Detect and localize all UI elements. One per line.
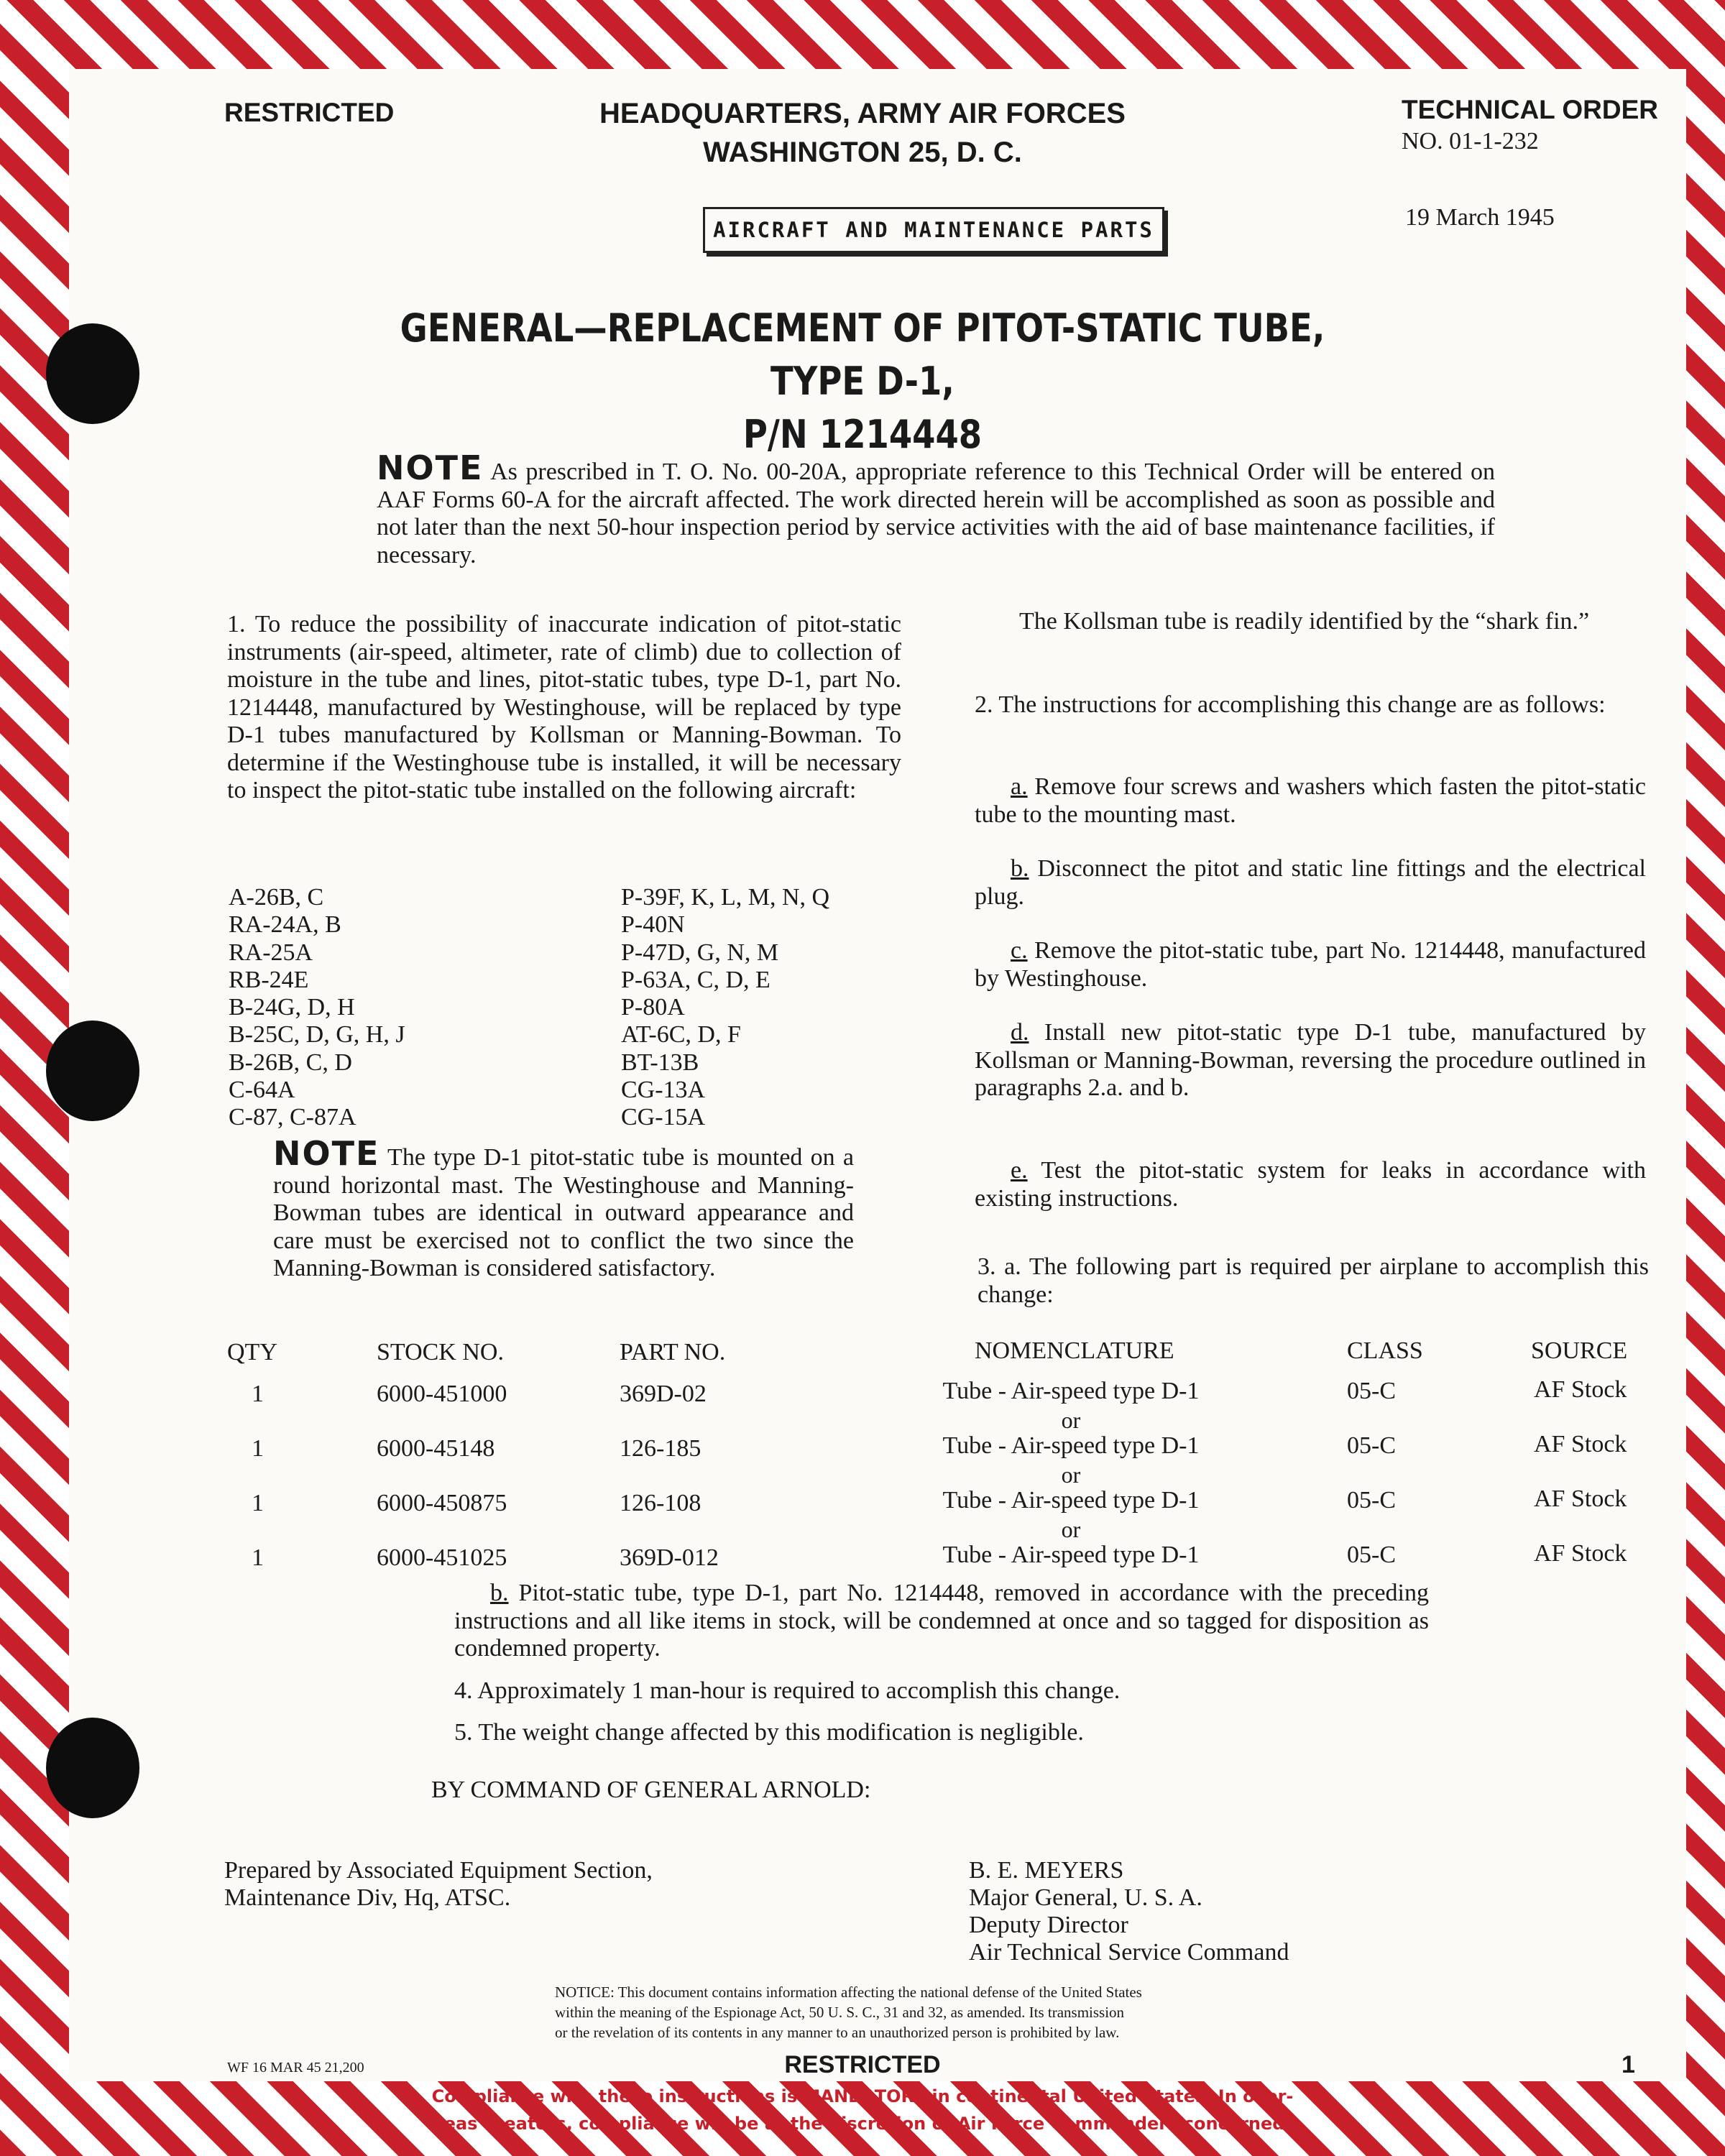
aircraft-item: P-80A (621, 994, 685, 1021)
step-b-label: b. (1011, 855, 1029, 882)
note-label: NOTE (273, 1134, 380, 1173)
step-e-text: Test the pitot-static system for leaks in accordance with existing instructions. (975, 1157, 1647, 1212)
cell-qty: 1 (252, 1381, 264, 1407)
binder-hole (46, 1021, 139, 1121)
category-box: AIRCRAFT AND MAINTENANCE PARTS (703, 207, 1164, 253)
cell-nomenclature: Tube - Air-speed type D-1 (942, 1432, 1200, 1459)
paragraph-3a (978, 1253, 1649, 1309)
step-a-text: Remove four screws and washers which fasten the pitot-static tube to the mounting mast. (975, 773, 1647, 828)
cell-stock: 6000-45148 (377, 1435, 495, 1462)
aircraft-list-left (229, 884, 588, 1132)
aircraft-item: CG-15A (621, 1104, 706, 1131)
paragraph-5: 5. The weight change affected by this modification is negligible. (454, 1719, 1084, 1746)
note-top-text: As prescribed in T. O. No. 00-20A, appropriate reference to this Technical Order will be entered on AAF Forms 60-A for the aircraft affected. The work directed herein will be accomplished as soon as possible and not later than the next 50-hour inspection period by service activities with the aid of base maintenance facilities, if necessary. (377, 459, 1496, 568)
org-line-1: HEADQUARTERS, ARMY AIR FORCES (599, 98, 1126, 129)
cell-qty: 1 (252, 1544, 264, 1571)
paragraph-3a-label: 3. a. (978, 1253, 1021, 1280)
cell-part: 369D-02 (620, 1381, 707, 1407)
or-separator: or (1061, 1407, 1081, 1433)
notice-line-2: within the meaning of the Espionage Act, 50 U. S. C., 31 and 32, as amended. Its transmission (555, 2004, 1125, 2021)
signer-org: Air Technical Service Command (969, 1939, 1289, 1966)
cell-part: 126-108 (620, 1490, 702, 1516)
aircraft-item: C-64A (229, 1077, 295, 1104)
notice-line-1: NOTICE: This document contains information affecting the national defense of the United States (555, 1984, 1142, 2001)
document-title (356, 302, 1369, 461)
step-c (975, 937, 1646, 992)
paragraph-4: 4. Approximately 1 man-hour is required to accomplish this change. (454, 1677, 1121, 1704)
paragraph-3b (454, 1580, 1429, 1663)
cell-source: AF Stock (1534, 1540, 1627, 1567)
aircraft-item: P-63A, C, D, E (621, 966, 770, 993)
classification-bottom: RESTRICTED (784, 2051, 941, 2078)
note-mid-text: The type D-1 pitot-static tube is mounted on a round horizontal mast. The Westinghouse and Manning-Bowman tubes are identical in outward appearance and care must be exercised not to conflict the two since the Manning-Bowman is considered satisfactory. (273, 1144, 854, 1281)
signer-rank: Major General, U. S. A. (969, 1884, 1202, 1911)
issue-date: 19 March 1945 (1405, 204, 1555, 231)
aircraft-list-right (621, 884, 923, 1132)
aircraft-item: A-26B, C (229, 884, 324, 911)
command-line: BY COMMAND OF GENERAL ARNOLD: (431, 1777, 871, 1803)
step-a-label: a. (1011, 773, 1028, 800)
binder-hole (46, 323, 139, 424)
aircraft-item: P-47D, G, N, M (621, 939, 779, 966)
aircraft-item: RB-24E (229, 966, 309, 993)
step-c-text: Remove the pitot-static tube, part No. 1214448, manufactured by Westinghouse. (975, 937, 1647, 992)
paragraph-1: 1. To reduce the possibility of inaccurate indication of pitot-static instruments (air-speed, altimeter, rate of climb) due to collection of moisture in the tube and lines, pitot-static tubes, type D-1, part No. 1214448, manufactured by Westinghouse, will be replaced by type D-1 tubes manufactured by Kollsman or Manning-Bowman. To determine if the Westinghouse tube is installed, it will be necessary to inspect the pitot-static tube installed on the following aircraft: (227, 611, 901, 803)
org-line-2: WASHINGTON 25, D. C. (703, 137, 1022, 168)
col-header-part: PART NO. (620, 1339, 726, 1365)
aircraft-item: P-39F, K, L, M, N, Q (621, 884, 830, 911)
compliance-line-1: Compliance with these instructions is MANDATORY in continental United States. In over- (431, 2086, 1294, 2106)
aircraft-item: CG-13A (621, 1077, 706, 1104)
cell-nomenclature: Tube - Air-speed type D-1 (942, 1487, 1200, 1514)
step-b-text: Disconnect the pitot and static line fittings and the electrical plug. (975, 855, 1647, 910)
aircraft-item: AT-6C, D, F (621, 1021, 741, 1049)
aircraft-item: P-40N (621, 911, 685, 939)
cell-stock: 6000-451000 (377, 1381, 507, 1407)
signer-name: B. E. MEYERS (969, 1857, 1124, 1884)
cell-nomenclature: Tube - Air-speed type D-1 (942, 1542, 1200, 1568)
step-c-label: c. (1011, 937, 1028, 964)
col-header-nomenclature: NOMENCLATURE (975, 1337, 1174, 1364)
step-e-label: e. (1011, 1157, 1028, 1184)
or-separator: or (1061, 1516, 1081, 1542)
aircraft-item: C-87, C-87A (229, 1104, 356, 1131)
signature-block (969, 1857, 1289, 1966)
cell-class: 05-C (1347, 1378, 1396, 1404)
note-label: NOTE (377, 448, 484, 487)
col-header-qty: QTY (227, 1339, 277, 1365)
cell-part: 126-185 (620, 1435, 702, 1462)
step-d-text: Install new pitot-static type D-1 tube, manufactured by Kollsman or Manning-Bowman, reversing the procedure outlined in paragraphs 2.a. and b. (975, 1019, 1646, 1101)
aircraft-item: BT-13B (621, 1049, 699, 1076)
paragraph-3a-text: The following part is required per airplane to accomplish this change: (978, 1253, 1650, 1308)
page-number: 1 (1622, 2051, 1635, 2078)
cell-stock: 6000-450875 (377, 1490, 507, 1516)
title-line-2: P/N 1214448 (742, 412, 983, 457)
note-mid (273, 1134, 854, 1283)
kollsman-note: The Kollsman tube is readily identified by the “shark fin.” (1019, 608, 1590, 635)
prepared-by-line-2: Maintenance Div, Hq, ATSC. (224, 1884, 511, 1911)
paragraph-3b-label: b. (490, 1580, 509, 1606)
step-e (975, 1157, 1646, 1212)
order-number: NO. 01-1-232 (1402, 128, 1539, 155)
print-code: WF 16 MAR 45 21,200 (227, 2060, 364, 2076)
col-header-class: CLASS (1347, 1337, 1423, 1364)
aircraft-item: RA-24A, B (229, 911, 341, 939)
signer-title: Deputy Director (969, 1912, 1128, 1938)
espionage-notice (555, 1982, 1360, 2042)
cell-class: 05-C (1347, 1542, 1396, 1568)
aircraft-item: B-26B, C, D (229, 1049, 352, 1076)
notice-line-3: or the revelation of its contents in any manner to an unauthorized person is prohibited by law. (555, 2024, 1120, 2041)
classification-top: RESTRICTED (224, 98, 395, 127)
order-type: TECHNICAL ORDER (1402, 95, 1658, 124)
col-header-stock: STOCK NO. (377, 1339, 504, 1365)
cell-class: 05-C (1347, 1487, 1396, 1514)
step-a (975, 773, 1646, 829)
step-d (975, 1019, 1646, 1102)
compliance-line-2: seas theaters, compliance will be at the discretion of Air Force Commanders concerned. (433, 2114, 1292, 2134)
prepared-by (224, 1857, 653, 1912)
step-b (975, 855, 1646, 911)
aircraft-item: B-25C, D, G, H, J (229, 1021, 405, 1049)
step-d-label: d. (1011, 1019, 1029, 1046)
aircraft-item: RA-25A (229, 939, 313, 966)
cell-part: 369D-012 (620, 1544, 719, 1571)
title-line-1: GENERAL—REPLACEMENT OF PITOT-STATIC TUBE, TYPE D-1, (400, 305, 1325, 404)
cell-source: AF Stock (1534, 1376, 1627, 1403)
paragraph-2-intro: 2. The instructions for accomplishing this change are as follows: (975, 691, 1606, 718)
cell-qty: 1 (252, 1490, 264, 1516)
cell-source: AF Stock (1534, 1485, 1627, 1512)
prepared-by-line-1: Prepared by Associated Equipment Section, (224, 1857, 653, 1884)
aircraft-item: B-24G, D, H (229, 994, 355, 1021)
paragraph-3b-text: Pitot-static tube, type D-1, part No. 1214448, removed in accordance with the preceding instructions and all like items in stock, will be condemned at once and so tagged for disposition as condemned property. (454, 1580, 1429, 1662)
note-top (377, 448, 1496, 569)
or-separator: or (1061, 1462, 1081, 1488)
binder-hole (46, 1718, 139, 1818)
cell-source: AF Stock (1534, 1431, 1627, 1457)
cell-nomenclature: Tube - Air-speed type D-1 (942, 1378, 1200, 1404)
cell-qty: 1 (252, 1435, 264, 1462)
cell-stock: 6000-451025 (377, 1544, 507, 1571)
col-header-source: SOURCE (1531, 1337, 1628, 1364)
cell-class: 05-C (1347, 1432, 1396, 1459)
